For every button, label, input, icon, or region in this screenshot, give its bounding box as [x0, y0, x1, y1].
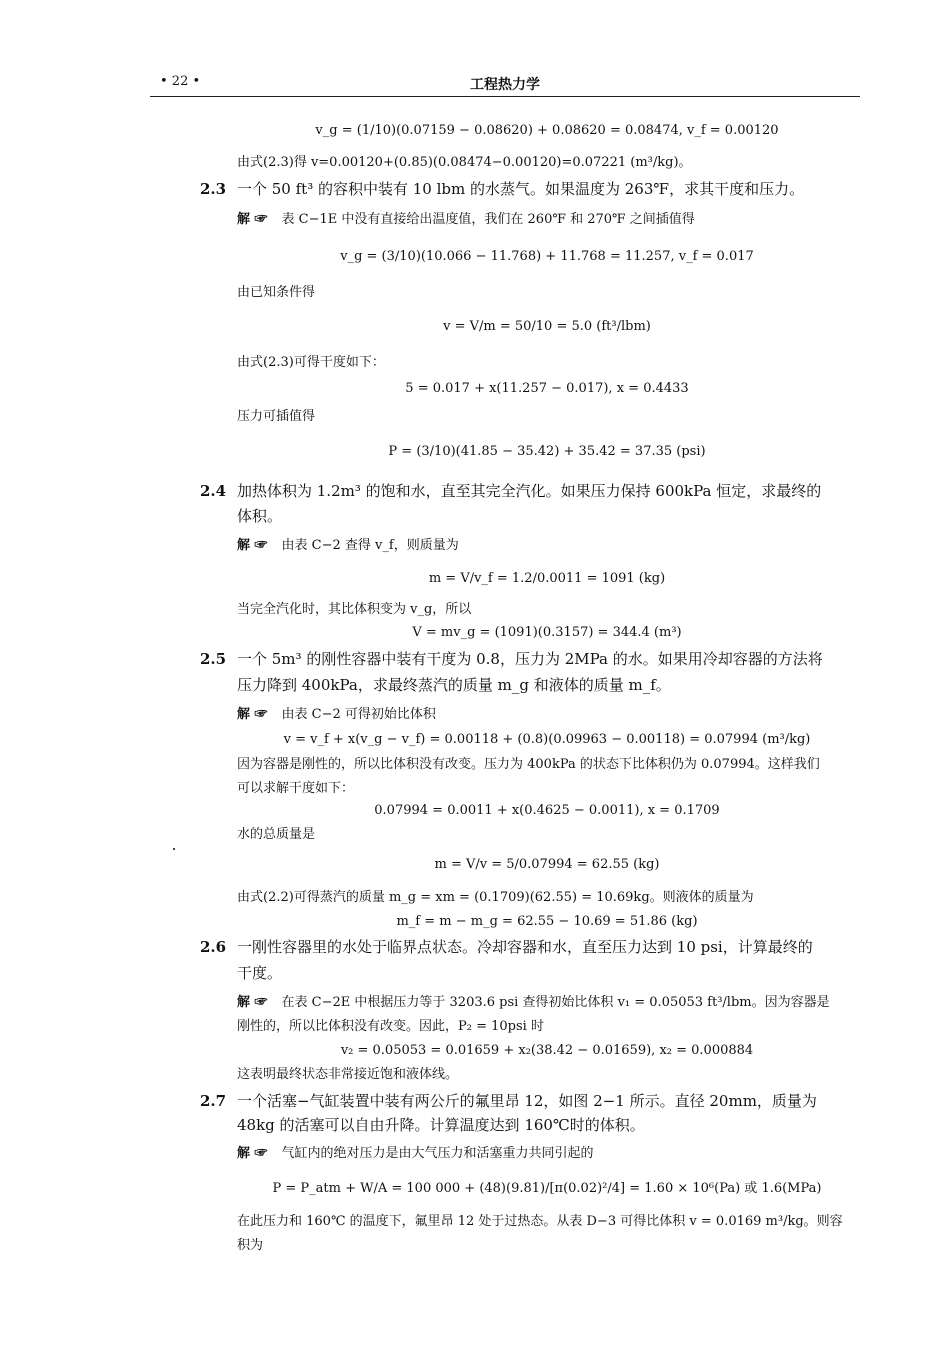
equation: 0.07994 = 0.0011 + x(0.4625 − 0.0011), x = 0.1709: [374, 803, 720, 818]
text-line: 在此压力和 160℃ 的温度下，氟里昂 12 处于过热态。从表 D−3 可得比体积 v = 0.0169 m³/kg。则容: [237, 1214, 843, 1229]
equation: P = P_atm + W/A = 100 000 + (48)(9.81)/[π(0.02)²/4] = 1.60 × 10⁶(Pa) 或 1.6(MPa): [272, 1181, 822, 1196]
equation: v = V/m = 50/10 = 5.0 (ft³/lbm): [443, 319, 651, 334]
header-rule: [150, 96, 860, 97]
page-number: • 22 •: [160, 74, 201, 89]
solution-marker: 解 ☞: [237, 212, 268, 227]
solution-text: 气缸内的绝对压力是由大气压力和活塞重力共同引起的: [281, 1146, 594, 1161]
solution-marker: 解 ☞: [237, 1146, 268, 1161]
text-line: 压力可插值得: [237, 409, 316, 424]
problem-number: 2.4: [200, 482, 227, 500]
equation: m_f = m − m_g = 62.55 − 10.69 = 51.86 (kg): [396, 914, 698, 929]
problem-number: 2.5: [200, 650, 227, 668]
problem-text: 一刚性容器里的水处于临界点状态。冷却容器和水，直至压力达到 10 psi，计算最终的: [237, 938, 813, 956]
text-line: 积为: [237, 1238, 264, 1253]
page-header: [150, 72, 860, 96]
equation: 5 = 0.017 + x(11.257 − 0.017), x = 0.4433: [405, 381, 689, 396]
book-title: 工程热力学: [470, 77, 540, 93]
text-line: 刚性的，所以比体积没有改变。因此，P₂ = 10psi 时: [237, 1019, 544, 1034]
solution-text: 表 C−1E 中没有直接给出温度值，我们在 260℉ 和 270℉ 之间插值得: [281, 212, 695, 227]
problem-number: 2.6: [200, 938, 227, 956]
text-line: 由式(2.2)可得蒸汽的质量 m_g = xm = (0.1709)(62.55) = 10.69kg。则液体的质量为: [237, 890, 754, 905]
equation: v₂ = 0.05053 = 0.01659 + x₂(38.42 − 0.01659), x₂ = 0.000884: [340, 1043, 754, 1058]
equation: P = (3/10)(41.85 − 35.42) + 35.42 = 37.35 (psi): [388, 444, 706, 459]
text-line: 由式(2.3)可得干度如下：: [237, 355, 385, 370]
solution-text: 由表 C−2 可得初始比体积: [281, 707, 436, 722]
solution-marker: 解 ☞: [237, 995, 268, 1010]
text-line: 由式(2.3)得 v=0.00120+(0.85)(0.08474−0.00120)=0.07221 (m³/kg)。: [237, 155, 692, 170]
text-line: 当完全汽化时，其比体积变为 v_g，所以: [237, 602, 472, 617]
text-line: 因为容器是刚性的，所以比体积没有改变。压力为 400kPa 的状态下比体积仍为 0.07994。这样我们: [237, 757, 820, 772]
equation: v_g = (3/10)(10.066 − 11.768) + 11.768 = 11.257, v_f = 0.017: [340, 249, 754, 264]
equation: v = v_f + x(v_g − v_f) = 0.00118 + (0.8)(0.09963 − 0.00118) = 0.07994 (m³/kg): [283, 732, 811, 747]
problem-text: 加热体积为 1.2m³ 的饱和水，直至其完全汽化。如果压力保持 600kPa 恒定，求最终的: [237, 482, 822, 500]
problem-text: 干度。: [237, 964, 283, 982]
text-line: 水的总质量是: [237, 827, 316, 842]
solution-text: 由表 C−2 查得 v_f，则质量为: [281, 538, 459, 553]
solution-marker: 解 ☞: [237, 538, 268, 553]
scan-speck: [173, 848, 175, 850]
problem-text: 体积。: [237, 507, 283, 525]
equation: v_g = (1/10)(0.07159 − 0.08620) + 0.08620 = 0.08474, v_f = 0.00120: [315, 123, 779, 138]
solution-marker: 解 ☞: [237, 707, 268, 722]
problem-text: 一个 50 ft³ 的容积中装有 10 lbm 的水蒸气。如果温度为 263℉，求其干度和压力。: [237, 180, 805, 198]
problem-text: 一个 5m³ 的刚性容器中装有干度为 0.8，压力为 2MPa 的水。如果用冷却容器的方法将: [237, 650, 823, 668]
solution-text: 在表 C−2E 中根据压力等于 3203.6 psi 查得初始比体积 v₁ = 0.05053 ft³/lbm。因为容器是: [281, 995, 830, 1010]
equation: V = mv_g = (1091)(0.3157) = 344.4 (m³): [412, 625, 682, 640]
problem-text: 压力降到 400kPa，求最终蒸汽的质量 m_g 和液体的质量 m_f。: [237, 676, 671, 694]
equation: m = V/v_f = 1.2/0.0011 = 1091 (kg): [428, 571, 666, 586]
problem-text: 48kg 的活塞可以自由升降。计算温度达到 160℃时的体积。: [237, 1116, 645, 1134]
text-line: 由已知条件得: [237, 285, 316, 300]
problem-number: 2.3: [200, 180, 227, 198]
text-line: 可以求解干度如下：: [237, 781, 355, 796]
problem-number: 2.7: [200, 1092, 227, 1110]
text-line: 这表明最终状态非常接近饱和液体线。: [237, 1067, 459, 1082]
equation: m = V/v = 5/0.07994 = 62.55 (kg): [434, 857, 660, 872]
problem-text: 一个活塞−气缸装置中装有两公斤的氟里昂 12，如图 2−1 所示。直径 20mm，质量为: [237, 1092, 817, 1110]
